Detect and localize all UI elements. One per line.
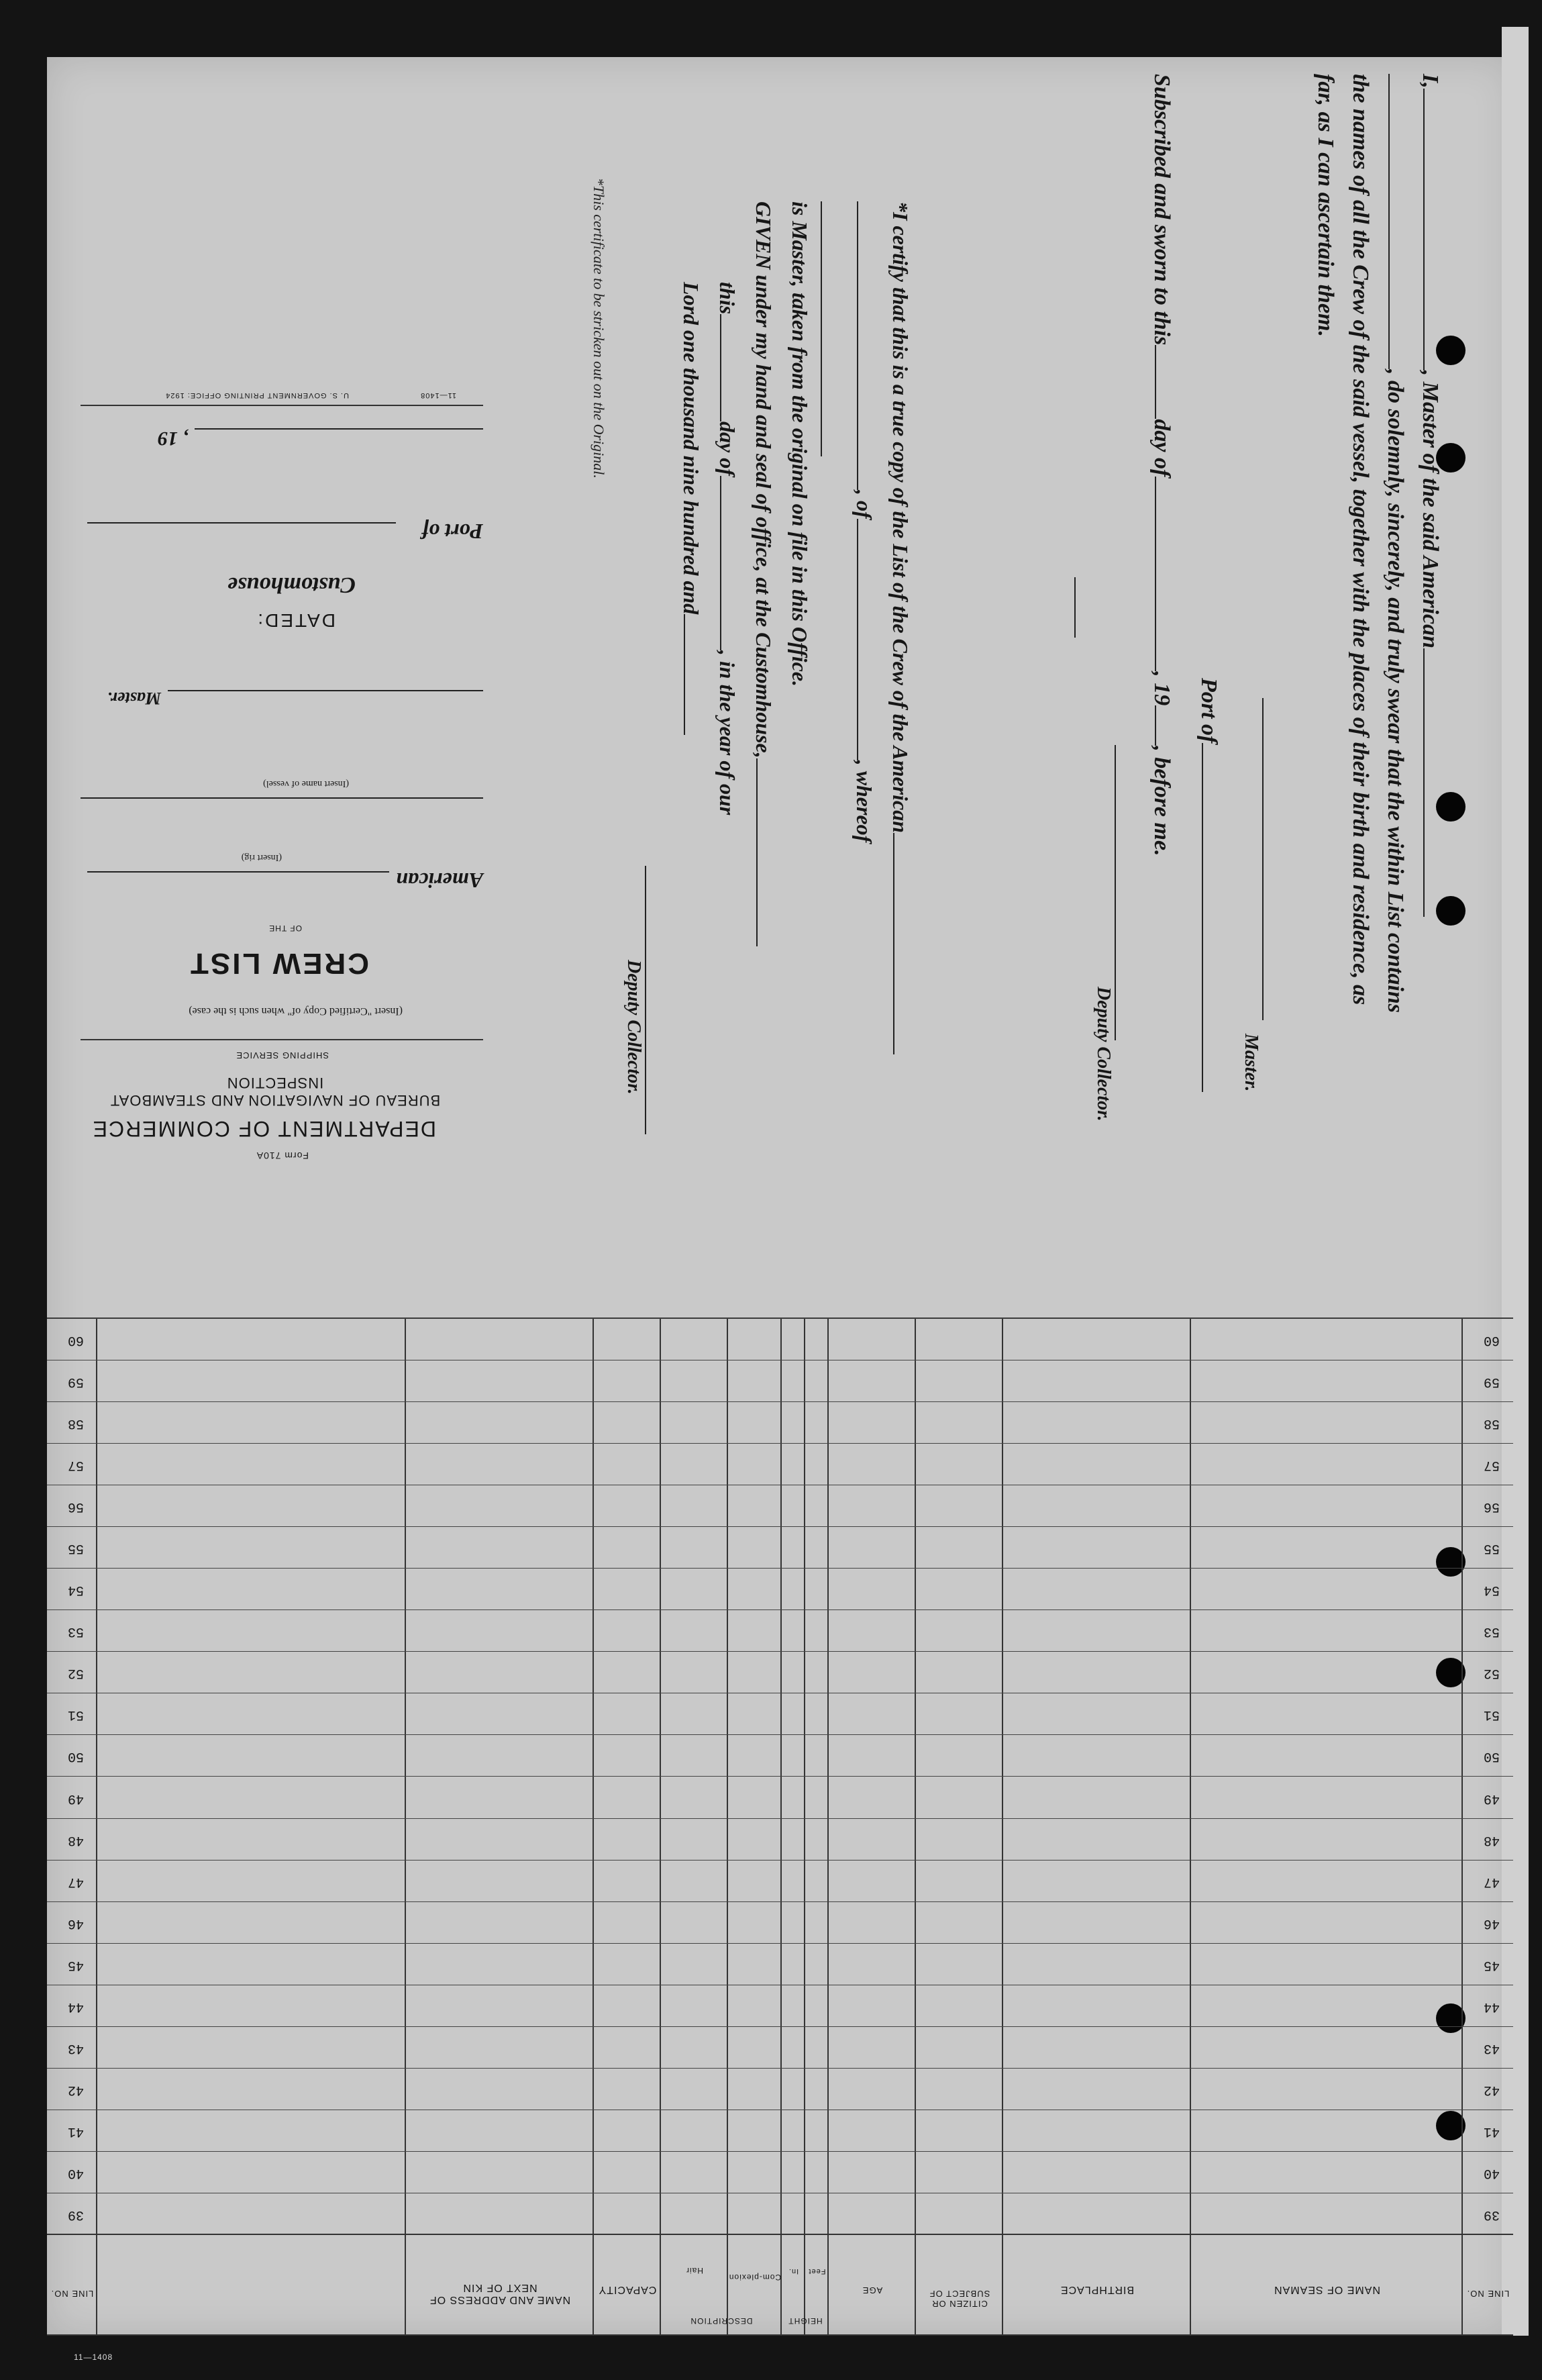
cert-line-1: *I certify that this is a true copy of the List of the Crew of the American <box>888 201 913 834</box>
header-feet: Feet <box>808 2267 826 2275</box>
line-number-right: 55 <box>67 1540 84 1556</box>
cert-day-of: day of <box>715 422 739 476</box>
crew-table <box>47 1316 1513 2336</box>
line-number-right: 46 <box>67 1915 84 1931</box>
line-number-left: 44 <box>1483 1998 1500 2014</box>
oath-master-signature-label: Master. <box>1241 1034 1262 1092</box>
line-number-right: 43 <box>67 2040 84 2056</box>
docket <box>67 188 483 1161</box>
oath-swear: , do solemnly, sincerely, and truly swear that the within List contains <box>1383 369 1408 1013</box>
department-title: DEPARTMENT OF COMMERCE <box>91 1117 436 1141</box>
header-complexion: Com-plexion <box>728 2273 782 2282</box>
line-number-right: 49 <box>67 1790 84 1806</box>
insert-certified-note: (Insert "Certified Copy of" when such is the case) <box>189 1005 403 1017</box>
cert-line-4: GIVEN under my hand and seal of office, at the Customhouse, <box>752 201 776 758</box>
cert-line-3: is Master, taken from the original on file in this Office. <box>788 201 812 687</box>
header-hair: Hair <box>686 2266 704 2275</box>
table-row <box>47 1526 1513 1527</box>
docket-year-19: , 19 <box>158 428 188 450</box>
oath-19: , 19 <box>1149 671 1174 706</box>
line-number-left: 47 <box>1483 1873 1500 1889</box>
line-number-right: 53 <box>67 1624 84 1640</box>
line-number-left: 59 <box>1483 1374 1500 1390</box>
certificate-footnote: *This certificate to be stricken out on the Original. <box>590 178 607 479</box>
line-number-left: 52 <box>1483 1665 1500 1681</box>
line-number-left: 46 <box>1483 1915 1500 1931</box>
table-row <box>47 1943 1513 1944</box>
table-row <box>47 1609 1513 1610</box>
header-description: DESCRIPTION <box>690 2316 753 2326</box>
line-number-left: 50 <box>1483 1748 1500 1765</box>
line-number-left: 60 <box>1483 1332 1500 1348</box>
certificate-block <box>590 201 913 1154</box>
cert-deputy-collector: Deputy Collector. <box>623 960 644 1095</box>
line-number-right: 45 <box>67 1956 84 1973</box>
line-number-right: 51 <box>67 1707 84 1723</box>
line-number-right: 41 <box>67 2123 84 2139</box>
line-number-left: 49 <box>1483 1790 1500 1806</box>
table-row <box>47 1734 1513 1735</box>
form-number: Form 710A <box>256 1150 309 1161</box>
line-number-right: 48 <box>67 1832 84 1848</box>
line-number-left: 42 <box>1483 2081 1500 2097</box>
line-number-left: 58 <box>1483 1416 1500 1432</box>
line-number-right: 39 <box>67 2206 84 2222</box>
print-code: 11—1408 <box>420 391 456 399</box>
line-number-left: 53 <box>1483 1624 1500 1640</box>
header-name-of-seaman: NAME OF SEAMAN <box>1274 2284 1380 2295</box>
insert-vessel-note: (Insert name of vessel) <box>263 779 349 789</box>
line-number-right: 54 <box>67 1582 84 1598</box>
line-number-left: 45 <box>1483 1956 1500 1973</box>
docket-port-of: Port of <box>421 519 483 544</box>
cert-whereof: , whereof <box>852 760 876 843</box>
crew-list-title: CREW LIST <box>189 947 369 980</box>
oath-port-label: Port of <box>1196 678 1221 744</box>
table-row <box>47 1318 1513 1319</box>
table-row <box>47 1818 1513 1819</box>
line-number-right: 52 <box>67 1665 84 1681</box>
table-row <box>47 2068 1513 2069</box>
header-height: HEIGHT <box>788 2316 823 2326</box>
table-row <box>47 2026 1513 2027</box>
docket-american: American <box>396 869 483 893</box>
line-number-left: 39 <box>1483 2206 1500 2222</box>
line-number-left: 40 <box>1483 2165 1500 2181</box>
oath-block <box>1040 74 1443 1228</box>
dated-label: DATED: <box>256 610 336 631</box>
table-row <box>47 1401 1513 1402</box>
table-row <box>47 1860 1513 1861</box>
line-number-left: 51 <box>1483 1707 1500 1723</box>
header-birthplace: BIRTHPLACE <box>1060 2284 1135 2295</box>
cert-line-6: Lord one thousand nine hundred and <box>679 282 703 615</box>
line-number-right: 59 <box>67 1374 84 1390</box>
header-line-no-right: LINE NO. <box>50 2289 94 2299</box>
cert-this: this <box>715 282 739 315</box>
line-number-left: 57 <box>1483 1457 1500 1473</box>
oath-line-3: the names of all the Crew of the said vessel, together with the places of their birth and residence, as <box>1348 74 1373 1005</box>
line-number-left: 56 <box>1483 1499 1500 1515</box>
table-row <box>47 1651 1513 1652</box>
line-number-right: 42 <box>67 2081 84 2097</box>
docket-master: Master. <box>107 689 161 708</box>
header-citizen: CITIZEN OR SUBJECT OF <box>929 2289 990 2309</box>
line-number-right: 56 <box>67 1499 84 1515</box>
cert-year: , in the year of our <box>715 650 739 815</box>
header-age: AGE <box>862 2285 883 2295</box>
insert-rig-note: (Insert rig) <box>241 852 282 862</box>
line-number-left: 43 <box>1483 2040 1500 2056</box>
bureau-title: BUREAU OF NAVIGATION AND STEAMBOAT INSPECTION <box>109 1075 441 1109</box>
oath-before-me: , before me. <box>1149 746 1174 856</box>
line-number-right: 44 <box>67 1998 84 2014</box>
oath-day-of: day of <box>1149 419 1174 477</box>
line-number-right: 57 <box>67 1457 84 1473</box>
shipping-service: SHIPPING SERVICE <box>236 1050 329 1060</box>
header-inches: In. <box>788 2267 799 2275</box>
oath-i: I, <box>1418 74 1443 89</box>
table-row <box>47 1901 1513 1902</box>
cert-of: , of <box>852 490 876 519</box>
of-the-label: OF THE <box>268 924 302 933</box>
table-row <box>47 1443 1513 1444</box>
table-row <box>47 2151 1513 2152</box>
line-number-right: 60 <box>67 1332 84 1348</box>
crew-rows <box>47 1319 1513 2235</box>
line-number-left: 48 <box>1483 1832 1500 1848</box>
oath-subscribed: Subscribed and sworn to this <box>1149 74 1174 346</box>
table-row <box>47 1568 1513 1569</box>
gpo-imprint: U. S. GOVERNMENT PRINTING OFFICE: 1924 <box>165 391 349 399</box>
line-number-left: 55 <box>1483 1540 1500 1556</box>
line-number-right: 50 <box>67 1748 84 1765</box>
oath-deputy-collector: Deputy Collector. <box>1093 987 1114 1122</box>
line-number-right: 47 <box>67 1873 84 1889</box>
header-line-no-left: LINE NO. <box>1466 2289 1510 2299</box>
customhouse-label: Customhouse <box>227 573 356 597</box>
line-number-left: 41 <box>1483 2123 1500 2139</box>
oath-master-of-vessel: , Master of the said American <box>1418 370 1443 649</box>
header-capacity: CAPACITY <box>598 2284 657 2295</box>
oath-line-4: far, as I can ascertain them. <box>1313 74 1338 337</box>
header-next-of-kin: NAME AND ADDRESS OF NEXT OF KIN <box>429 2282 571 2305</box>
corner-print-code: 11—1408 <box>74 2352 113 2362</box>
line-number-right: 40 <box>67 2165 84 2181</box>
line-number-left: 54 <box>1483 1582 1500 1598</box>
line-number-right: 58 <box>67 1416 84 1432</box>
